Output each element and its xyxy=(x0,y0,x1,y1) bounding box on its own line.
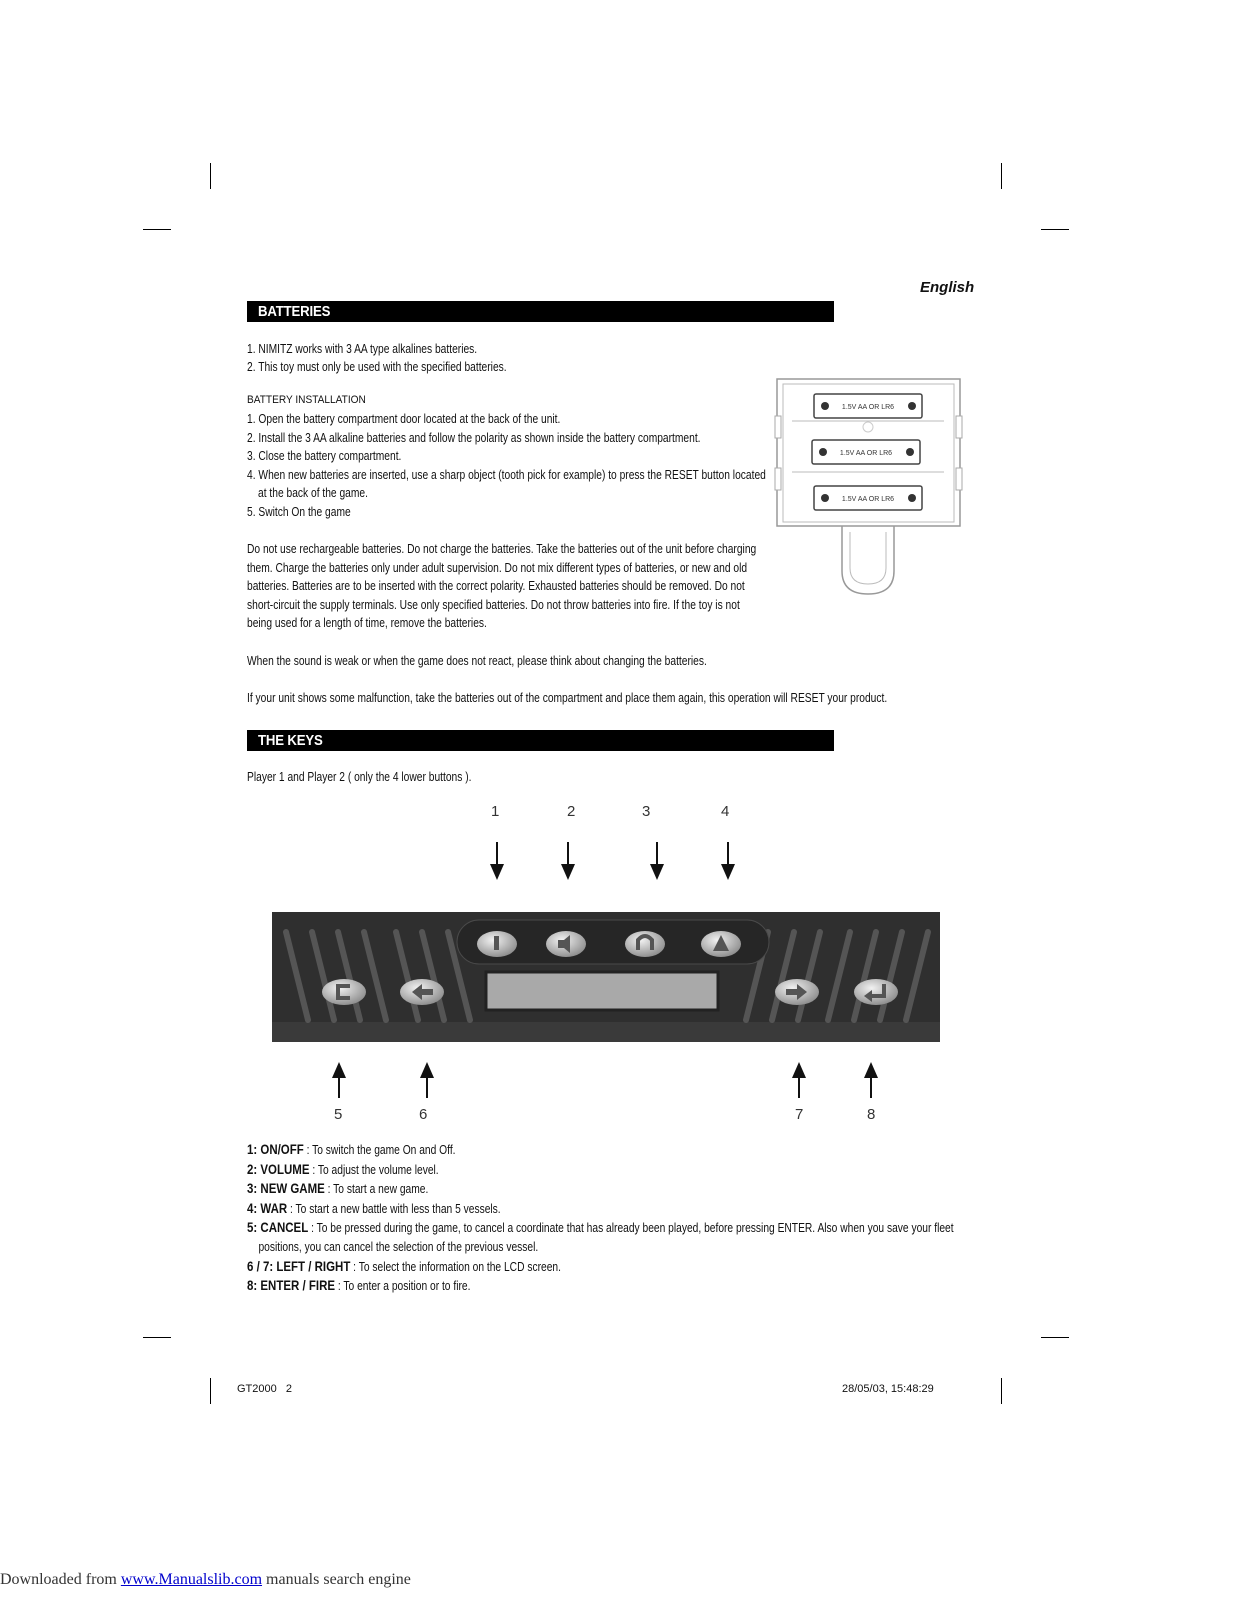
up-arrow-icon xyxy=(420,1062,434,1098)
key-button-on-off xyxy=(477,931,517,957)
key-button-right xyxy=(775,979,819,1005)
key-button-war xyxy=(701,931,741,957)
battery-label: 1.5V AA OR LR6 xyxy=(839,450,893,457)
download-notice xyxy=(0,1571,411,1589)
down-arrow-icon xyxy=(650,842,664,880)
crop-mark xyxy=(210,163,211,189)
key-description: 6 / 7: LEFT / RIGHT : To select the information on the LCD screen. xyxy=(247,1257,561,1274)
crop-mark xyxy=(143,229,171,230)
keys-intro: Player 1 and Player 2 ( only the 4 lower buttons ). xyxy=(247,770,472,784)
section-title: THE KEYS xyxy=(258,732,323,749)
crop-mark xyxy=(210,1378,211,1404)
download-prefix: Downloaded from xyxy=(0,1571,121,1588)
key-number-label: 4 xyxy=(721,803,730,820)
battery-intro-line: 2. This toy must only be used with the specified batteries. xyxy=(247,360,507,374)
key-number-label: 2 xyxy=(567,803,576,820)
key-button-volume xyxy=(546,931,586,957)
up-arrow-icon xyxy=(332,1062,346,1098)
malfunction-note: If your unit shows some malfunction, take the batteries out of the compartment and place them again, this operation will RESET your product. xyxy=(247,691,888,705)
battery-slot xyxy=(812,440,920,464)
section-header-batteries xyxy=(247,301,834,322)
key-description: 8: ENTER / FIRE : To enter a position or to fire. xyxy=(247,1277,471,1294)
device-key-panel xyxy=(272,912,940,1042)
key-number-label: 1 xyxy=(491,803,500,820)
battery-slot xyxy=(814,486,922,510)
battery-warning: Do not use rechargeable batteries. Do not charge the batteries. Take the batteries out of the unit before charging them. Charge the batteries only under adult supervision. Do not mix different types of batteries, or new and old batteries. Batteries are to be inserted with the correct polarity. Exhausted batteries should be removed. Do not short-circuit the supply terminals. Use only specified batteries. Do not throw batteries into fire. If the toy is not being used for a length of time, remove the batteries. xyxy=(247,542,757,631)
up-arrows xyxy=(320,1060,890,1102)
key-button-new-game xyxy=(625,931,665,957)
key-description: 3: NEW GAME : To start a new game. xyxy=(247,1180,429,1197)
crop-mark xyxy=(1041,1337,1069,1338)
battery-label: 1.5V AA OR LR6 xyxy=(841,404,895,411)
footer-code: GT2000 2 xyxy=(237,1383,293,1395)
crop-mark xyxy=(1041,229,1069,230)
install-step: 3. Close the battery compartment. xyxy=(247,449,402,463)
download-suffix: manuals search engine xyxy=(262,1571,411,1588)
weak-sound-note: When the sound is weak or when the game does not react, please think about changing the batteries. xyxy=(247,654,707,668)
down-arrow-icon xyxy=(721,842,735,880)
install-step: at the back of the game. xyxy=(258,486,368,500)
key-button-left xyxy=(400,979,444,1005)
lcd-screen xyxy=(486,972,718,1010)
key-description: 4: WAR : To start a new battle with less than 5 vessels. xyxy=(247,1199,501,1216)
key-number-label: 7 xyxy=(795,1106,804,1123)
key-button-cancel xyxy=(322,979,366,1005)
install-step: 5. Switch On the game xyxy=(247,505,351,519)
battery-label: 1.5V AA OR LR6 xyxy=(841,496,895,503)
manualslib-link[interactable]: www.Manualslib.com xyxy=(120,1571,263,1588)
key-number-label: 8 xyxy=(867,1106,876,1123)
crop-mark xyxy=(143,1337,171,1338)
footer-timestamp: 28/05/03, 15:48:29 xyxy=(842,1383,934,1395)
up-arrow-icon xyxy=(792,1062,806,1098)
battery-compartment-illustration xyxy=(772,376,964,598)
key-number-label: 3 xyxy=(642,803,651,820)
key-description: 2: VOLUME : To adjust the volume level. xyxy=(247,1160,439,1177)
key-description: 1: ON/OFF : To switch the game On and Off. xyxy=(247,1141,456,1157)
down-arrow-icon xyxy=(490,842,504,880)
section-header-keys xyxy=(247,730,834,751)
key-button-enter xyxy=(854,979,898,1005)
key-description-continued: positions, you can cancel the selection of the previous vessel. xyxy=(258,1239,539,1254)
install-step: 4. When new batteries are inserted, use a sharp object (tooth pick for example) to press the RESET button located xyxy=(247,468,766,482)
key-description: 5: CANCEL : To be pressed during the game, to cancel a coordinate that has already been played, before pressing ENTER. Also when you save your fleet xyxy=(247,1219,954,1236)
battery-slot xyxy=(814,394,922,418)
section-title: BATTERIES xyxy=(258,303,331,320)
key-number-label: 6 xyxy=(419,1106,428,1123)
key-description-list xyxy=(247,1140,969,1296)
down-arrow-icon xyxy=(561,842,575,880)
up-arrow-icon xyxy=(864,1062,878,1098)
key-number-label: 5 xyxy=(334,1106,343,1123)
crop-mark xyxy=(1001,1378,1002,1404)
install-step: 2. Install the 3 AA alkaline batteries and follow the polarity as shown inside the battery compartment. xyxy=(247,431,701,445)
crop-mark xyxy=(1001,163,1002,189)
install-heading: BATTERY INSTALLATION xyxy=(247,394,366,406)
install-step: 1. Open the battery compartment door located at the back of the unit. xyxy=(247,412,561,426)
battery-intro-line: 1. NIMITZ works with 3 AA type alkalines batteries. xyxy=(247,342,478,356)
down-arrows xyxy=(480,838,750,886)
language-label: English xyxy=(920,279,975,296)
